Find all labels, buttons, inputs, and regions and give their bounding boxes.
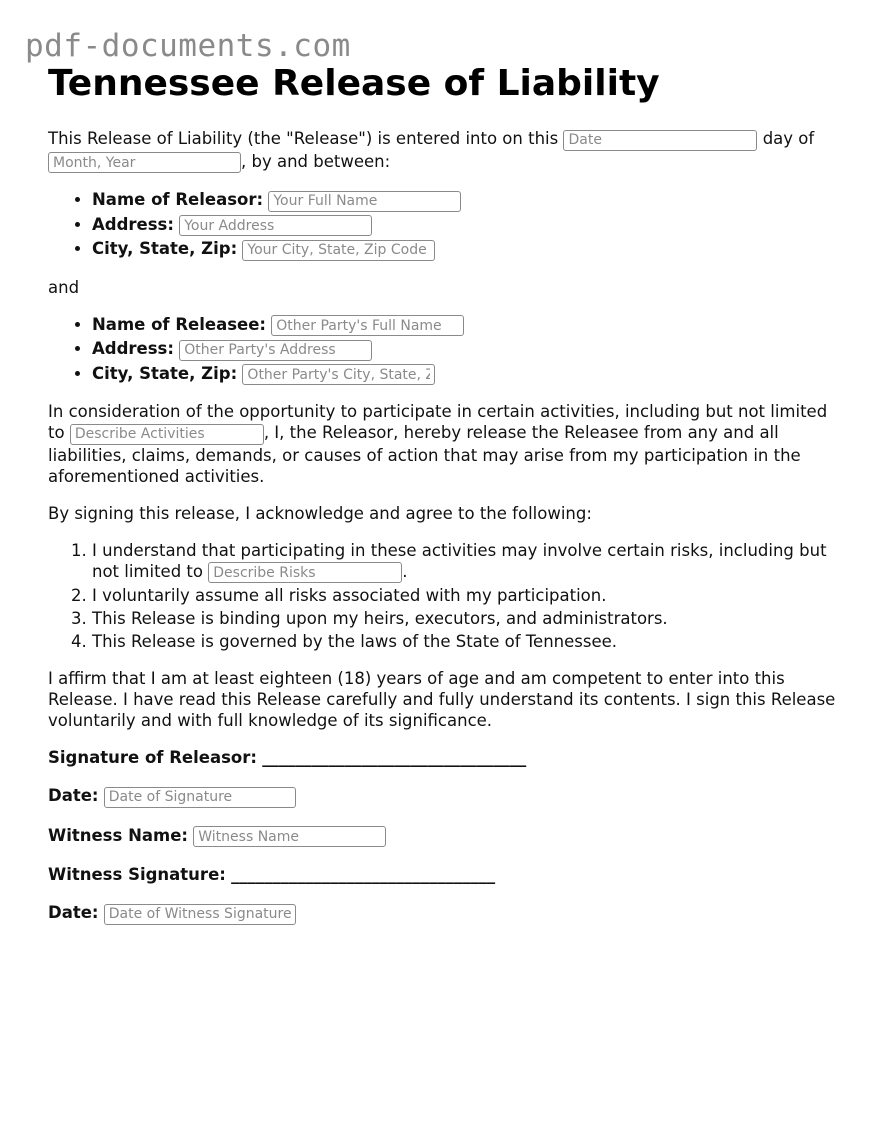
intro-text-3: , by and between: <box>241 151 391 171</box>
witness-name-label: Witness Name: <box>48 825 188 845</box>
releasor-signature-line[interactable]: ________________________________ <box>262 748 527 767</box>
releasee-details <box>48 314 848 386</box>
releasor-name-label: Name of Releasor: <box>92 190 264 209</box>
agreement-date-input[interactable] <box>563 130 757 151</box>
consideration-text-1: In consideration of the opportunity to participate in certain activities, including but not limited to <box>48 402 828 442</box>
risks-input[interactable] <box>208 562 402 583</box>
releasor-signature-label: Signature of Releasor: <box>48 748 257 767</box>
watermark: pdf-documents.com <box>25 28 351 64</box>
witness-date-input[interactable] <box>104 904 296 925</box>
releasee-city-item <box>92 363 848 386</box>
releasor-address-item <box>92 214 848 237</box>
releasee-name-item <box>92 314 848 337</box>
witness-signature-label: Witness Signature: <box>48 865 226 884</box>
activities-input[interactable] <box>70 424 264 445</box>
releasor-address-label: Address: <box>92 214 174 234</box>
term-1-text: I understand that participating in these activities may involve certain risks, including but not limited to <box>92 540 827 581</box>
releasor-address-input[interactable] <box>179 215 372 236</box>
witness-signature-row <box>48 864 848 885</box>
terms-list <box>48 540 848 653</box>
acknowledge-text: By signing this release, I acknowledge and agree to the following: <box>48 503 592 523</box>
releasee-city-label: City, State, Zip: <box>92 363 238 383</box>
releasor-city-label: City, State, Zip: <box>92 239 238 258</box>
releasee-address-label: Address: <box>92 339 174 358</box>
releasor-details <box>48 189 848 261</box>
intro-text-1: This Release of Liability (the "Release") is entered into on this <box>48 129 564 148</box>
releasor-date-label: Date: <box>48 786 99 805</box>
and-text: and <box>48 277 80 297</box>
intro-paragraph <box>48 128 848 173</box>
witness-date-row <box>48 902 848 925</box>
releasor-name-input[interactable] <box>268 191 461 212</box>
term-item-3: 3. This Release is binding upon my heirs, executors, and administrators. <box>92 608 848 629</box>
term-item-2: 2. I voluntarily assume all risks associated with my participation. <box>92 585 848 606</box>
witness-signature-line[interactable]: ________________________________ <box>231 865 496 884</box>
affirm-paragraph: I affirm that I am at least eighteen (18) years of age and am competent to enter into this Release. I have read this Release carefully and fully understand its contents. I sign this Release voluntarily and with full knowledge of its significance. <box>48 669 836 730</box>
releasee-city-input[interactable] <box>242 364 435 385</box>
month-year-input[interactable] <box>48 152 241 173</box>
witness-name-row <box>48 825 848 848</box>
consideration-text-2: , I, the Releasor, hereby release the Releasee from any and all liabilities, claims, demands, or causes of action that may arise from my participation in the aforementioned activities. <box>48 423 801 486</box>
term-item-4: 4. This Release is governed by the laws of the State of Tennessee. <box>92 631 848 652</box>
releasor-date-row <box>48 785 848 808</box>
witness-date-label: Date: <box>48 903 99 922</box>
releasor-city-input[interactable] <box>242 240 435 261</box>
releasee-address-item <box>92 338 848 361</box>
witness-name-input[interactable] <box>193 826 386 847</box>
signature-date-input[interactable] <box>104 787 296 808</box>
releasor-signature-row <box>48 747 848 768</box>
releasee-name-label: Name of Releasee: <box>92 314 267 334</box>
page-title: Tennessee Release of Liability <box>48 63 660 104</box>
term-item-1 <box>92 540 848 584</box>
intro-text-2: day of <box>757 129 815 148</box>
releasor-name-item <box>92 189 848 212</box>
releasee-name-input[interactable] <box>271 315 464 336</box>
term-1-end: . <box>402 561 408 581</box>
releasee-address-input[interactable] <box>179 340 372 361</box>
releasor-city-item <box>92 238 848 261</box>
document <box>48 62 848 942</box>
consideration-paragraph <box>48 401 848 487</box>
